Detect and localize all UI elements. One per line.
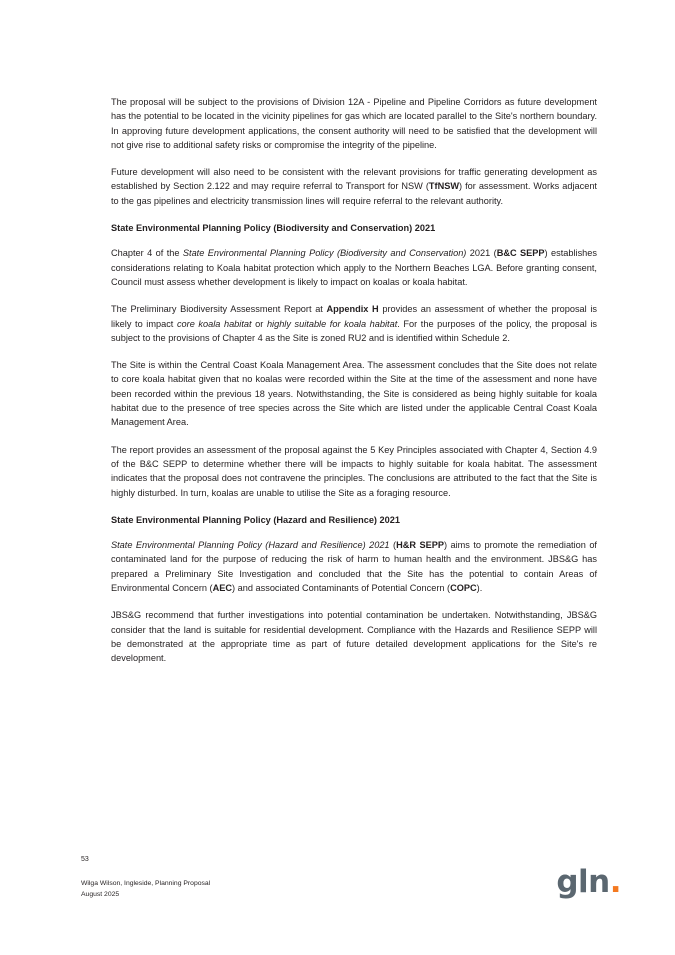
paragraph-traffic-generating bbox=[111, 165, 597, 208]
paragraph-chapter4-koala bbox=[111, 246, 597, 289]
page-footer bbox=[81, 855, 621, 900]
heading-hazard-resilience-sepp: State Environmental Planning Policy (Hazard and Resilience) 2021 bbox=[111, 514, 400, 525]
logo-accent-dot: . bbox=[609, 864, 621, 900]
paragraph-pipeline-provisions bbox=[111, 95, 597, 152]
paragraph-text-part: ) and associated Contaminants of Potential Concern ( bbox=[232, 583, 451, 594]
paragraph-text-part: ) establishes considerations relating to Koala habitat protection which apply to the Northern Beaches LGA. Before granting consent, Council must assess whether development is likely to impact on koalas or koala habitat. bbox=[111, 248, 597, 287]
paragraph-jbsg-recommendation bbox=[111, 608, 597, 665]
paragraph-text-part: Chapter 4 of the bbox=[111, 248, 183, 259]
paragraph-text-part: ) for assessment. Works adjacent to the gas pipelines and electricity transmission lines will require referral to the relevant authority. bbox=[111, 181, 597, 206]
term-tfnsw: TfNSW bbox=[428, 181, 460, 192]
policy-title-italic: State Environmental Planning Policy (Hazard and Resilience) 2021 bbox=[111, 540, 390, 551]
paragraph-text-part: ). bbox=[476, 583, 483, 594]
paragraph-biodiversity-report bbox=[111, 302, 597, 345]
paragraph-text: The proposal will be subject to the provisions of Division 12A - Pipeline and Pipeline Corridors as future development has the potential to be located in the vicinity pipelines for gas which are located parallel to the Site's northern boundary. In approving future development applications, the consent authority will need to be satisfied that the development will not give rise to additional safety risks or compromise the integrity of the pipeline. bbox=[111, 97, 597, 150]
term-aec: AEC bbox=[212, 583, 233, 594]
paragraph-central-coast-koala-area bbox=[111, 358, 597, 429]
paragraph-text: The report provides an assessment of the proposal against the 5 Key Principles associated with Chapter 4, Section 4.9 of the B&C SEPP to determine whether there will be impacts to highly suitable for koala habitat. The assessment indicates that the proposal does not contravene the principles. The conclusions are attributed to the fact that the Site is highly disturbed. In turn, koalas are unable to utilise the Site as a foraging resource. bbox=[111, 444, 597, 498]
paragraph-text-part: ( bbox=[389, 540, 397, 551]
term-highly-suitable-koala-habitat: highly suitable for koala habitat bbox=[266, 318, 398, 329]
term-hr-sepp: H&R SEPP bbox=[396, 540, 444, 551]
paragraph-text-part: or bbox=[251, 318, 267, 329]
policy-title-italic: State Environmental Planning Policy (Biodiversity and Conservation) bbox=[182, 248, 467, 259]
logo-text: gln bbox=[556, 864, 610, 900]
paragraph-text-part: ) aims to promote the remediation of contaminated land for the purpose of reducing the risk of harm to human health and the environment. JBS&G has prepared a Preliminary Site Investigation and concluded that the Site has the potential to contain Areas of Environmental Concern ( bbox=[111, 540, 597, 594]
term-bc-sepp: B&C SEPP bbox=[496, 248, 545, 259]
term-copc: COPC bbox=[450, 583, 477, 594]
reference-appendix-h: Appendix H bbox=[326, 304, 379, 315]
page-number: 53 bbox=[81, 856, 89, 863]
page-content bbox=[111, 95, 597, 679]
paragraph-text-part: . For the purposes of the policy, the proposal is subject to the provisions of Chapter 4 as the Site is zoned RU2 and is identified within Schedule 2. bbox=[111, 318, 597, 343]
footer-document-title: Wilga Wilson, Ingleside, Planning Proposal bbox=[81, 880, 211, 887]
paragraph-text-part: Future development will also need to be consistent with the relevant provisions for traffic generating development as established by Section 2.122 and may require referral to Transport for NSW ( bbox=[111, 167, 597, 192]
paragraph-text-part: provides an assessment of whether the proposal is likely to impact bbox=[111, 304, 598, 329]
gln-logo bbox=[556, 864, 621, 900]
paragraph-text-part: 2021 ( bbox=[466, 248, 497, 259]
paragraph-text: JBS&G recommend that further investigations into potential contamination be undertaken. Notwithstanding, JBS&G consider that the land is suitable for residential development. Compliance with the Hazards and Resilience SEPP will be demonstrated at the appropriate time as part of future detailed development applications for the Site's re development. bbox=[111, 610, 597, 664]
paragraph-text-part: The Preliminary Biodiversity Assessment Report at bbox=[111, 304, 327, 315]
paragraph-text: The Site is within the Central Coast Koala Management Area. The assessment concludes that the Site does not relate to core koala habitat given that no koalas were recorded within the Site at the time of the assessment and none have been recorded within the previous 18 years. Notwithstanding, the Site is considered as being highly suitable for koala habitat due to the presence of tree species across the Site which are listed under the applicable Central Coast Koala Management Area. bbox=[111, 360, 597, 428]
paragraph-key-principles bbox=[111, 443, 597, 500]
footer-date: August 2025 bbox=[81, 891, 120, 898]
heading-biodiversity-conservation-sepp: State Environmental Planning Policy (Biodiversity and Conservation) 2021 bbox=[111, 223, 436, 234]
paragraph-hr-sepp-contamination bbox=[111, 538, 597, 595]
term-core-koala-habitat: core koala habitat bbox=[176, 318, 252, 329]
